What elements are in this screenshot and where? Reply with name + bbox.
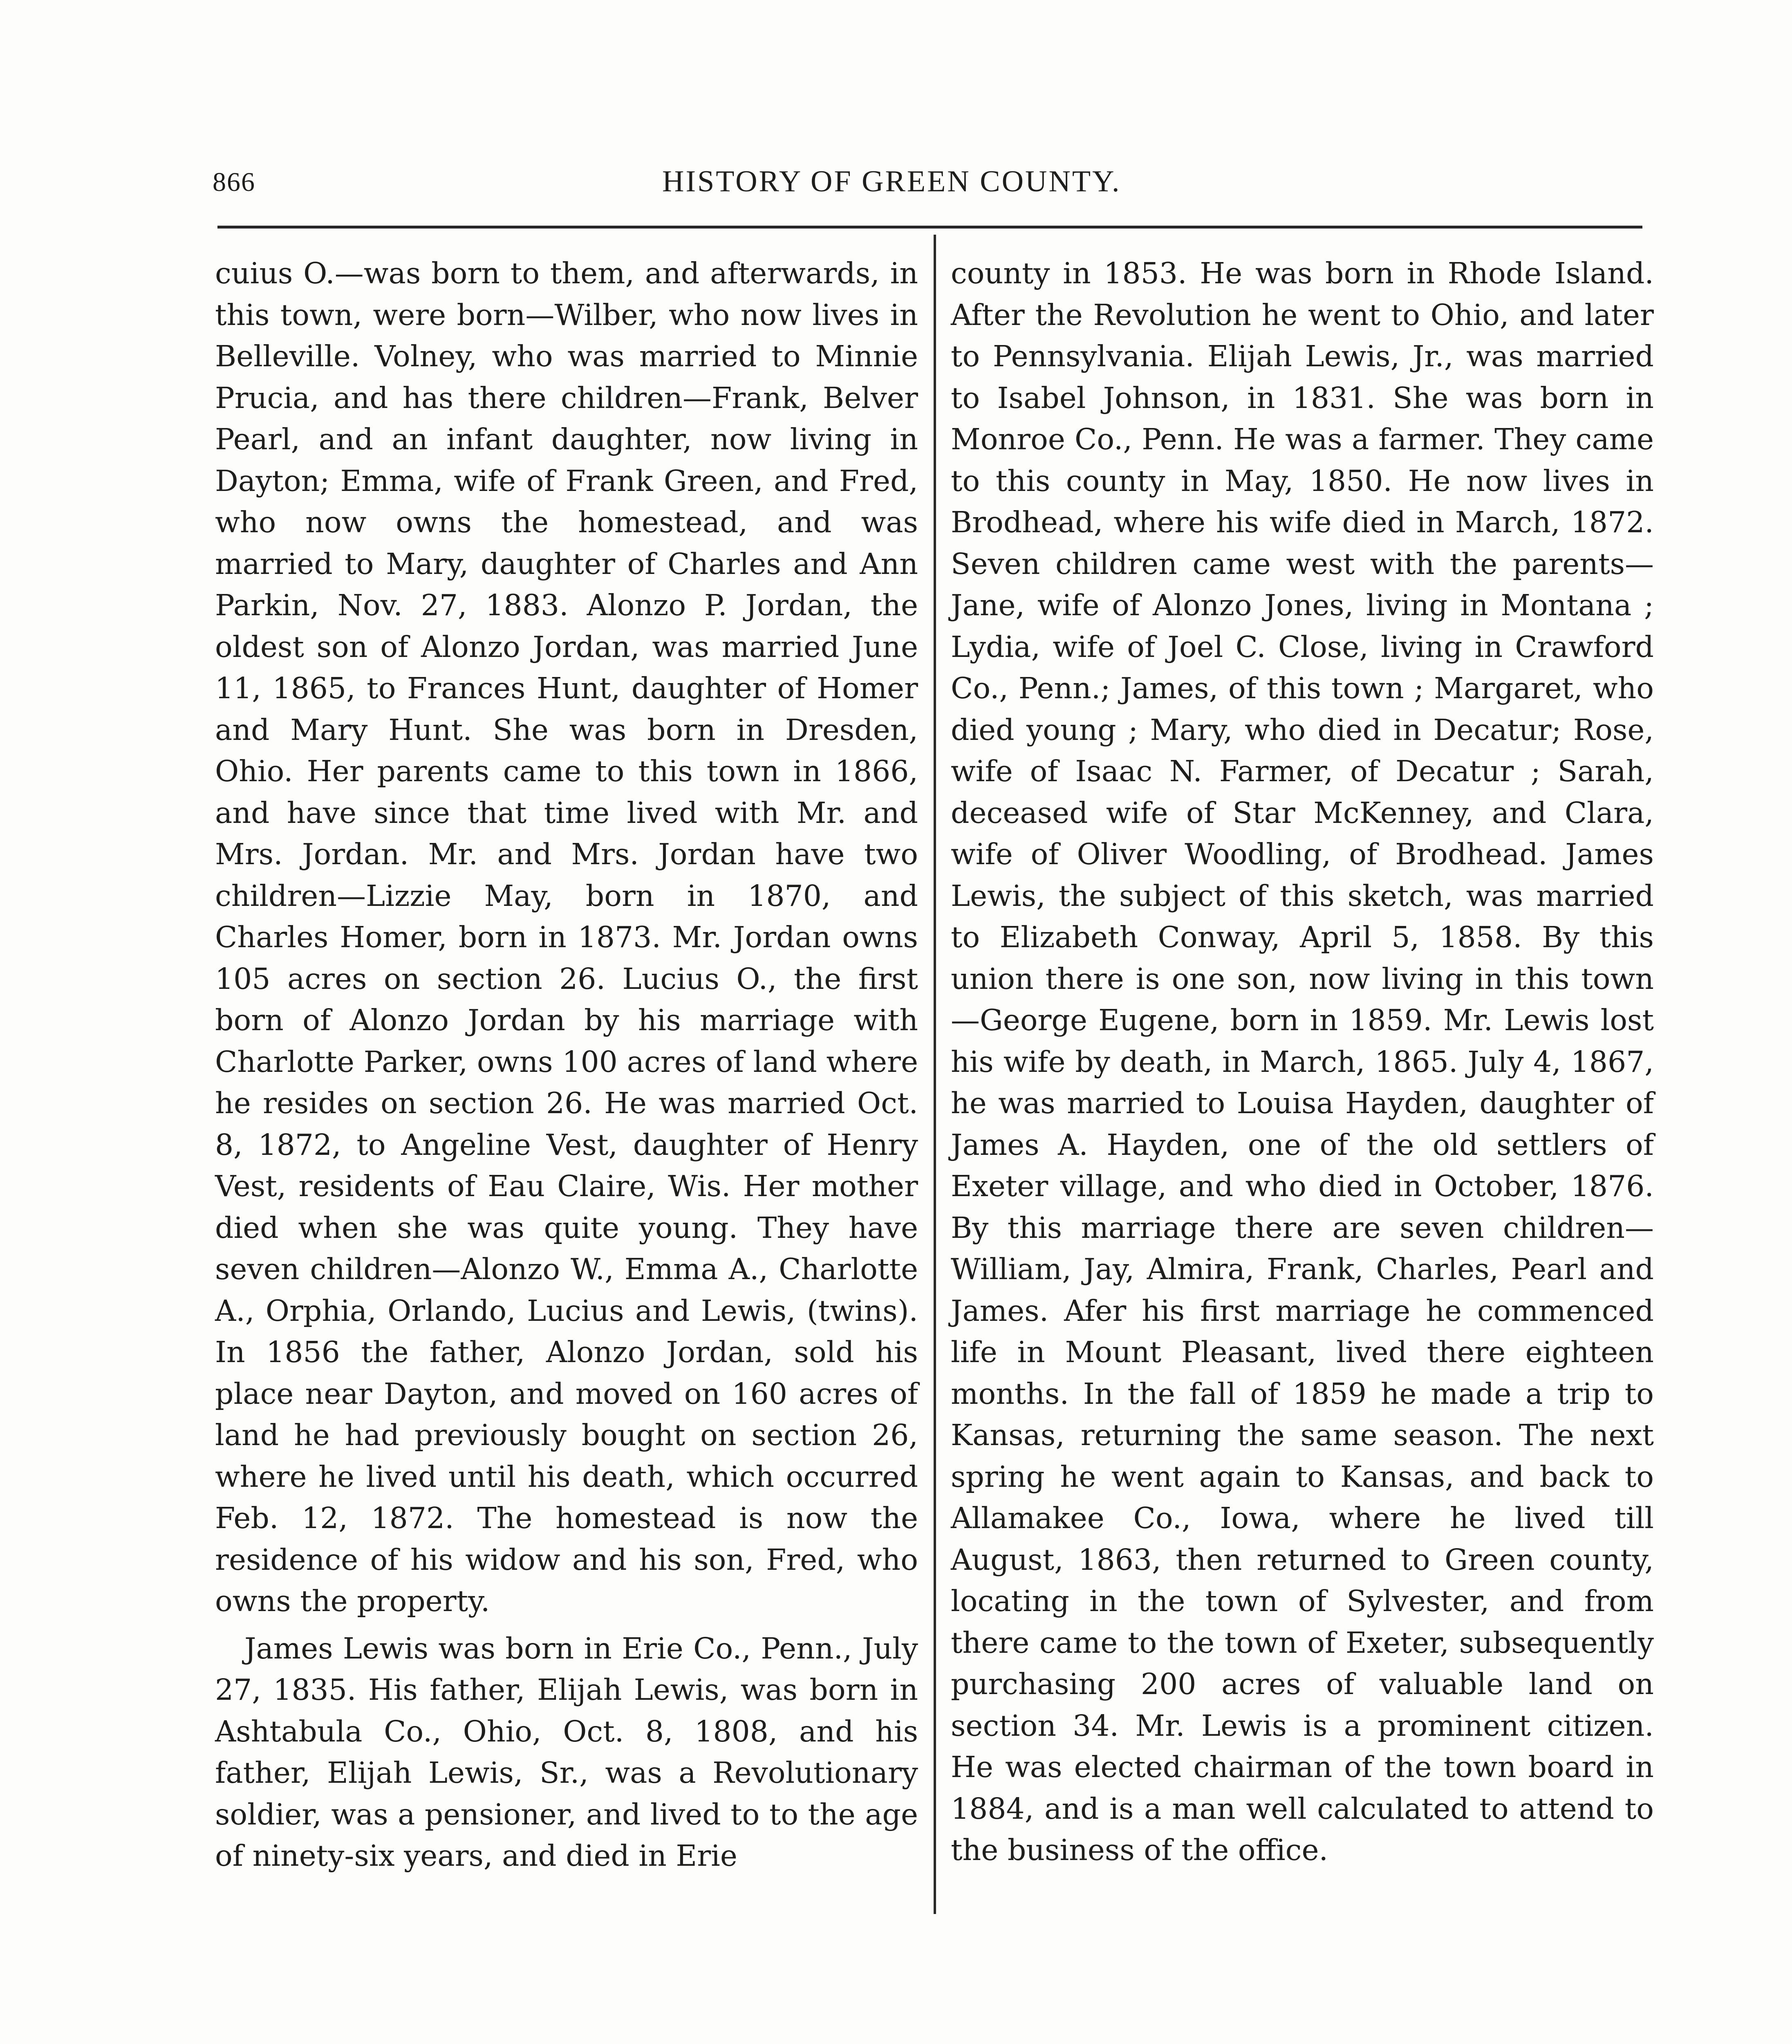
right-column: [951, 253, 1654, 1871]
header-rule: [217, 226, 1642, 229]
left-paragraph-continued: cuius O.—was born to them, and afterwards, in this town, were born—Wilber, who now lives in Belleville. Volney, who was married to Minnie Prucia, and has there children—Frank, Belver Pearl, and an infant daughter, now living in Dayton; Emma, wife of Frank Green, and Fred, who now owns the homestead, and was married to Mary, daughter of Charles and Ann Parkin, Nov. 27, 1883. Alonzo P. Jordan, the oldest son of Alonzo Jordan, was married June 11, 1865, to Frances Hunt, daughter of Homer and Mary Hunt. She was born in Dresden, Ohio. Her parents came to this town in 1866, and have since that time lived with Mr. and Mrs. Jordan. Mr. and Mrs. Jordan have two children—Lizzie May, born in 1870, and Charles Homer, born in 1873. Mr. Jordan owns 105 acres on section 26. Lucius O., the first born of Alonzo Jordan by his marriage with Charlotte Parker, owns 100 acres of land where he resides on section 26. He was married Oct. 8, 1872, to Angeline Vest, daughter of Henry Vest, residents of Eau Claire, Wis. Her mother died when she was quite young. They have seven children—Alonzo W., Emma A., Charlotte A., Orphia, Orlando, Lucius and Lewis, (twins). In 1856 the father, Alonzo Jordan, sold his place near Dayton, and moved on 160 acres of land he had previously bought on section 26, where he lived until his death, which occurred Feb. 12, 1872. The homestead is now the residence of his widow and his son, Fred, who owns the property.: [215, 256, 918, 1618]
right-paragraph-continued: county in 1853. He was born in Rhode Island. After the Revolution he went to Ohio, and later to Pennsylvania. Elijah Lewis, Jr., was married to Isabel Johnson, in 1831. She was born in Monroe Co., Penn. He was a farmer. They came to this county in May, 1850. He now lives in Brodhead, where his wife died in March, 1872. Seven children came west with the parents—Jane, wife of Alonzo Jones, living in Montana ; Lydia, wife of Joel C. Close, living in Crawford Co., Penn.; James, of this town ; Margaret, who died young ; Mary, who died in Decatur; Rose, wife of Isaac N. Farmer, of Decatur ; Sarah, deceased wife of Star McKenney, and Clara, wife of Oliver Woodling, of Brodhead. James Lewis, the subject of this sketch, was married to Elizabeth Conway, April 5, 1858. By this union there is one son, now living in this town—George Eugene, born in 1859. Mr. Lewis lost his wife by death, in March, 1865. July 4, 1867, he was married to Louisa Hayden, daughter of James A. Hayden, one of the old settlers of Exeter village, and who died in October, 1876. By this marriage there are seven children—William, Jay, Almira, Frank, Charles, Pearl and James. Afer his first marriage he commenced life in Mount Pleasant, lived there eighteen months. In the fall of 1859 he made a trip to Kansas, returning the same season. The next spring he went again to Kansas, and back to Allamakee Co., Iowa, where he lived till August, 1863, then returned to Green county, locating in the town of Sylvester, and from there came to the town of Exeter, subsequently purchasing 200 acres of valuable land on section 34. Mr. Lewis is a prominent citizen. He was elected chairman of the town board in 1884, and is a man well calculated to attend to the business of the office.: [951, 256, 1654, 1867]
page-number: 866: [213, 167, 255, 197]
running-title: HISTORY OF GREEN COUNTY.: [662, 165, 1121, 198]
left-paragraph-james-lewis: James Lewis was born in Erie Co., Penn., July 27, 1835. His father, Elijah Lewis, was born in Ashtabula Co., Ohio, Oct. 8, 1808, and his father, Elijah Lewis, Sr., was a Revolutionary soldier, was a pensioner, and lived to to the age of ninety-six years, and died in Erie: [215, 1631, 918, 1873]
left-column: [215, 253, 918, 1877]
column-divider: [934, 235, 936, 1914]
